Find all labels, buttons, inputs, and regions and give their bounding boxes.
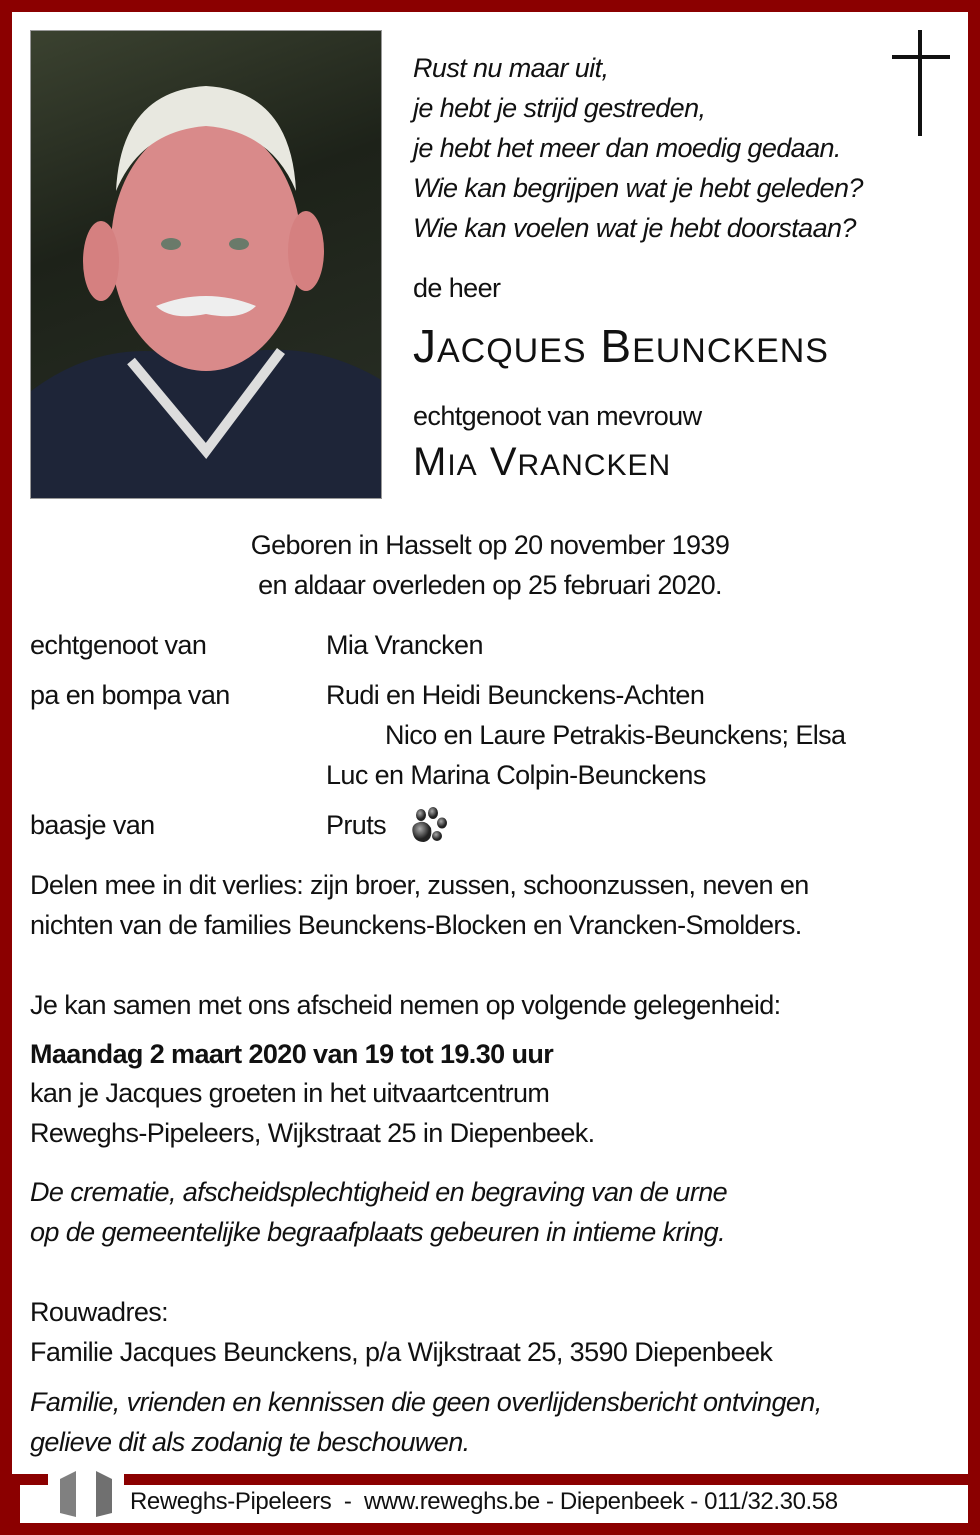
poem-line: Wie kan voelen wat je hebt doorstaan? <box>413 213 856 243</box>
poem-line: je hebt het meer dan moedig gedaan. <box>413 133 841 163</box>
relation-name: Luc en Marina Colpin-Beunckens <box>326 760 706 790</box>
farewell-intro: Je kan samen met ons afscheid nemen op volgende gelegenheid: <box>30 990 781 1020</box>
family-line: nichten van de families Beunckens-Blocken en Vrancken-Smolders. <box>30 910 802 940</box>
spouse-intro: echtgenoot van mevrouw <box>413 401 702 431</box>
funeral-home-logo <box>48 1467 124 1523</box>
relation-label: pa en bompa van <box>30 680 230 710</box>
address-label: Rouwadres: <box>30 1297 169 1327</box>
cross-icon-bar <box>892 55 950 59</box>
relation-name: Nico en Laure Petrakis-Beunckens; Elsa <box>385 720 846 750</box>
notice-line: gelieve dit als zodanig te beschouwen. <box>30 1427 470 1457</box>
poem-line: Wie kan begrijpen wat je hebt geleden? <box>413 173 863 203</box>
paw-icon <box>407 806 449 846</box>
notice-line: Familie, vrienden en kennissen die geen overlijdensbericht ontvingen, <box>30 1387 822 1417</box>
relation-name: Mia Vrancken <box>326 630 483 660</box>
salutation: de heer <box>413 273 501 303</box>
deceased-name: JACQUES BEUNCKENS <box>413 320 829 372</box>
spouse-name: MIA VRANCKEN <box>413 440 672 484</box>
relation-label: echtgenoot van <box>30 630 207 660</box>
birth-line: Geboren in Hasselt op 20 november 1939 <box>250 530 730 560</box>
poem-line: je hebt je strijd gestreden, <box>413 93 706 123</box>
death-line: en aldaar overleden op 25 februari 2020. <box>258 570 722 600</box>
farewell-detail: Reweghs-Pipeleers, Wijkstraat 25 in Diepenbeek. <box>30 1118 595 1148</box>
farewell-detail: kan je Jacques groeten in het uitvaartcentrum <box>30 1078 550 1108</box>
poem-line: Rust nu maar uit, <box>413 53 609 83</box>
farewell-date: Maandag 2 maart 2020 van 19 tot 19.30 uur <box>30 1039 554 1069</box>
relation-name: Pruts <box>326 810 387 840</box>
cremation-line: De crematie, afscheidsplechtigheid en begraving van de urne <box>30 1177 728 1207</box>
address: Familie Jacques Beunckens, p/a Wijkstraat 25, 3590 Diepenbeek <box>30 1337 773 1367</box>
relation-name: Rudi en Heidi Beunckens-Achten <box>326 680 705 710</box>
footer-text: Reweghs-Pipeleers - www.reweghs.be - Diepenbeek - 011/32.30.58 <box>130 1488 838 1515</box>
cross-icon <box>918 30 922 136</box>
family-line: Delen mee in dit verlies: zijn broer, zussen, schoonzussen, neven en <box>30 870 809 900</box>
cremation-line: op de gemeentelijke begraafplaats gebeuren in intieme kring. <box>30 1217 725 1247</box>
relation-label: baasje van <box>30 810 155 840</box>
portrait-photo <box>30 30 382 499</box>
